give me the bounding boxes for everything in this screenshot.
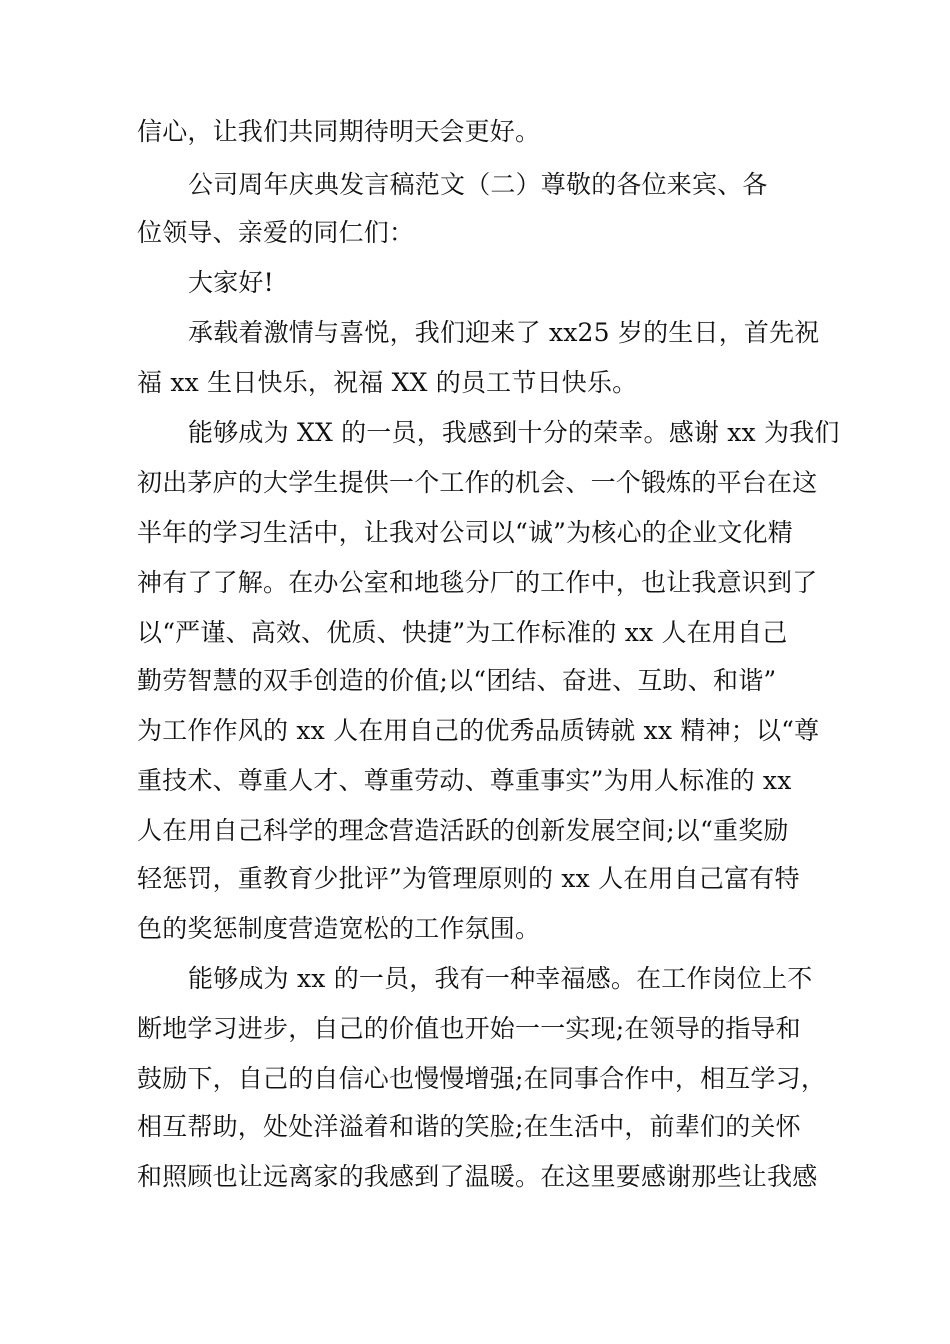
- text-line: 断地学习进步，自己的价值也开始一一实现;在领导的指导和: [137, 1014, 801, 1043]
- text-line: 神有了了解。在办公室和地毯分厂的工作中，也让我意识到了: [137, 568, 818, 597]
- text-line: 为工作作风的 xx 人在用自己的优秀品质铸就 xx 精神；以“尊: [137, 716, 820, 745]
- text-line: 信心，让我们共同期待明天会更好。: [137, 117, 541, 146]
- text-line: 色的奖惩制度营造宽松的工作氛围。: [137, 914, 541, 943]
- text-line: 和照顾也让远离家的我感到了温暖。在这里要感谢那些让我感: [137, 1162, 818, 1191]
- text-line: 半年的学习生活中，让我对公司以“诚”为核心的企业文化精: [137, 518, 793, 547]
- text-line: 承载着激情与喜悦，我们迎来了 xx25 岁的生日，首先祝: [188, 318, 820, 347]
- text-line: 能够成为 xx 的一员，我有一种幸福感。在工作岗位上不: [188, 964, 813, 993]
- text-line: 勤劳智慧的双手创造的价值;以“团结、奋进、互助、和谐”: [137, 666, 777, 695]
- text-line: 重技术、尊重人才、尊重劳动、尊重事实”为用人标准的 xx: [137, 766, 792, 795]
- text-line: 鼓励下，自己的自信心也慢慢增强;在同事合作中，相互学习，: [137, 1064, 827, 1093]
- text-line: 能够成为 XX 的一员，我感到十分的荣幸。感谢 xx 为我们: [188, 418, 840, 447]
- text-line: 相互帮助，处处洋溢着和谐的笑脸;在生活中，前辈们的关怀: [137, 1112, 801, 1141]
- text-line: 位领导、亲爱的同仁们：: [137, 218, 415, 247]
- text-line: 初出茅庐的大学生提供一个工作的机会、一个锻炼的平台在这: [137, 468, 818, 497]
- text-line: 福 xx 生日快乐，祝福 XX 的员工节日快乐。: [137, 368, 638, 397]
- text-line: 公司周年庆典发言稿范文（二）尊敬的各位来宾、各: [188, 170, 768, 199]
- text-line: 人在用自己科学的理念营造活跃的创新发展空间;以“重奖励: [137, 816, 789, 845]
- text-line: 轻惩罚，重教育少批评”为管理原则的 xx 人在用自己富有特: [137, 864, 800, 893]
- text-line: 大家好!: [188, 268, 274, 297]
- text-line: 以“严谨、高效、优质、快捷”为工作标准的 xx 人在用自己: [137, 618, 788, 647]
